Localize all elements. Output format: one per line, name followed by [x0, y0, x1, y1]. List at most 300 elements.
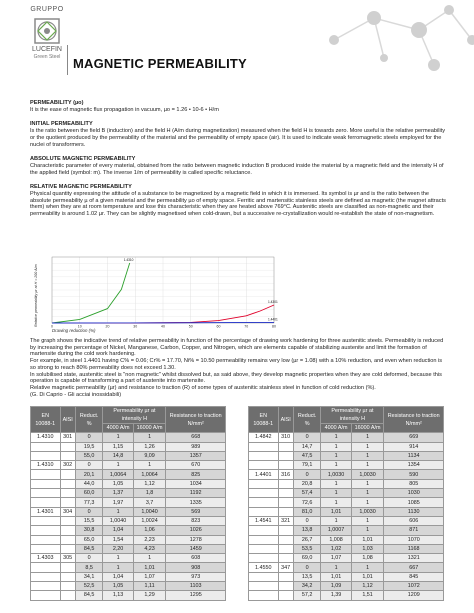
- table-cell: 57,2: [293, 591, 321, 600]
- table-row: [31, 535, 226, 544]
- table-row: [249, 498, 444, 507]
- section-text: It is the ease of magnetic flux propagation in vacuum, µo = 1.26 • 10-6 • H/m: [30, 106, 219, 113]
- table-row: [249, 461, 444, 470]
- table-row: [31, 563, 226, 572]
- table-cell: [278, 582, 293, 591]
- table-cell: 668: [166, 433, 226, 442]
- table-cell: 19,5: [75, 442, 103, 451]
- col-perm: Permeability µr at intensity H: [321, 407, 384, 424]
- table-cell: 1103: [166, 582, 226, 591]
- col-h2: 16000 A/m: [133, 424, 166, 433]
- table-cell: 1,02: [321, 544, 351, 553]
- table-cell: 1278: [166, 535, 226, 544]
- table-row: [249, 433, 444, 442]
- table-cell: 304: [60, 507, 75, 516]
- section-heading: INITIAL PERMEABILITY: [30, 121, 93, 128]
- table-cell: 1,0024: [133, 516, 166, 525]
- table-cell: 1: [351, 516, 384, 525]
- section-heading: PERMEABILITY (µo): [30, 100, 84, 106]
- table-cell: 1,8: [133, 489, 166, 498]
- table-cell: 77,3: [75, 498, 103, 507]
- table-cell: 1,0064: [103, 470, 133, 479]
- table-cell: [31, 442, 61, 451]
- table-cell: 321: [278, 516, 293, 525]
- logo-text-name: LUCEFIN: [32, 46, 62, 53]
- x-tick-label: 20: [105, 324, 110, 329]
- table-row: [31, 544, 226, 553]
- table-cell: [278, 544, 293, 553]
- table-cell: [60, 498, 75, 507]
- paragraph: Relative magnetic permeability (µr) and resistance to traction (R) of some types of austenitic stainless steel in function of cold reduction (%).: [30, 384, 376, 391]
- table-cell: 1,05: [103, 582, 133, 591]
- table-cell: 590: [384, 470, 444, 479]
- steel-table-left: [30, 406, 226, 601]
- table-cell: 305: [60, 554, 75, 563]
- table-cell: 1,07: [321, 554, 351, 563]
- col-h1: 4000 A/m: [321, 424, 351, 433]
- series-label: 1.4310: [123, 258, 134, 262]
- table-row: [31, 572, 226, 581]
- table-cell: 1.4401: [249, 470, 279, 479]
- table-cell: [31, 591, 61, 600]
- table-cell: [278, 572, 293, 581]
- table-cell: 65,0: [75, 535, 103, 544]
- table-cell: 34,2: [293, 582, 321, 591]
- table-cell: 1: [321, 433, 351, 442]
- table-cell: 1: [103, 563, 133, 572]
- col-h2: 16000 A/m: [351, 424, 384, 433]
- table-cell: [60, 442, 75, 451]
- table-cell: 0: [75, 433, 103, 442]
- table-cell: 1,09: [321, 582, 351, 591]
- table-cell: [278, 461, 293, 470]
- table-cell: 1,26: [133, 442, 166, 451]
- table-cell: 1: [351, 498, 384, 507]
- table-cell: 1: [103, 433, 133, 442]
- table-cell: 1,07: [133, 572, 166, 581]
- table-cell: 908: [166, 563, 226, 572]
- table-row: [31, 451, 226, 460]
- table-cell: 0: [75, 507, 103, 516]
- table-cell: [249, 489, 279, 498]
- table-cell: [278, 489, 293, 498]
- table-cell: 53,5: [293, 544, 321, 553]
- table-cell: 2,20: [103, 544, 133, 553]
- table-cell: 1,12: [351, 582, 384, 591]
- molecule-decoration: [314, 0, 474, 80]
- table-cell: 26,7: [293, 535, 321, 544]
- table-cell: 1030: [384, 489, 444, 498]
- table-cell: [60, 591, 75, 600]
- table-cell: [31, 489, 61, 498]
- table-cell: 0: [75, 461, 103, 470]
- section-heading: RELATIVE MAGNETIC PERMEABILITY: [30, 184, 132, 191]
- x-tick-label: 30: [133, 324, 138, 329]
- table-cell: 84,5: [75, 591, 103, 600]
- table-cell: [60, 563, 75, 572]
- table-cell: 0: [293, 470, 321, 479]
- table-row: [249, 563, 444, 572]
- table-cell: [31, 563, 61, 572]
- table-cell: 44,0: [75, 479, 103, 488]
- logo-text-group: GRUPPO: [30, 6, 64, 13]
- table-cell: 34,1: [75, 572, 103, 581]
- table-cell: 1,0040: [133, 507, 166, 516]
- table-row: [249, 572, 444, 581]
- table-cell: 1357: [166, 451, 226, 460]
- table-cell: [60, 582, 75, 591]
- table-cell: [60, 526, 75, 535]
- table-cell: 1070: [384, 535, 444, 544]
- section-heading: ABSOLUTE MAGNETIC PERMEABILITY: [30, 156, 136, 163]
- table-row: [31, 507, 226, 516]
- intro-sections: [30, 96, 448, 218]
- table-cell: 1026: [166, 526, 226, 535]
- table-cell: 1,01: [133, 563, 166, 572]
- table-cell: 1: [103, 554, 133, 563]
- table-cell: 1,03: [351, 544, 384, 553]
- table-cell: 14,7: [293, 442, 321, 451]
- table-cell: [60, 451, 75, 460]
- table-row: [249, 489, 444, 498]
- table-cell: 1130: [384, 507, 444, 516]
- table-cell: 1,06: [133, 526, 166, 535]
- table-cell: [249, 442, 279, 451]
- table-row: [31, 470, 226, 479]
- table-cell: [278, 554, 293, 563]
- table-cell: 1,97: [103, 498, 133, 507]
- table-cell: 805: [384, 479, 444, 488]
- table-cell: 20,1: [75, 470, 103, 479]
- table-cell: [278, 479, 293, 488]
- table-cell: 55,0: [75, 451, 103, 460]
- table-cell: 1192: [166, 489, 226, 498]
- table-cell: 1,13: [103, 591, 133, 600]
- table-cell: 1459: [166, 544, 226, 553]
- table-cell: 9,09: [133, 451, 166, 460]
- table-cell: [278, 498, 293, 507]
- table-cell: 316: [278, 470, 293, 479]
- table-cell: 1134: [384, 451, 444, 460]
- table-row: [31, 461, 226, 470]
- table-row: [249, 451, 444, 460]
- table-cell: 15,5: [75, 516, 103, 525]
- col-aisi: AISI: [278, 407, 293, 433]
- x-tick-label: 10: [77, 324, 82, 329]
- table-cell: 1,0064: [133, 470, 166, 479]
- table-cell: 69,0: [293, 554, 321, 563]
- table-cell: 1: [321, 563, 351, 572]
- table-cell: 0: [293, 433, 321, 442]
- table-cell: 669: [384, 433, 444, 442]
- x-tick-label: 40: [161, 324, 165, 329]
- table-cell: [249, 591, 279, 600]
- table-cell: [278, 526, 293, 535]
- table-cell: 1,54: [103, 535, 133, 544]
- table-cell: 1,39: [321, 591, 351, 600]
- table-cell: [278, 451, 293, 460]
- table-cell: 1: [321, 498, 351, 507]
- table-cell: 84,5: [75, 544, 103, 553]
- table-row: [31, 582, 226, 591]
- table-cell: 1,11: [133, 582, 166, 591]
- table-cell: 13,5: [293, 572, 321, 581]
- table-cell: 1,008: [321, 535, 351, 544]
- table-row: [249, 591, 444, 600]
- table-cell: 1,51: [351, 591, 384, 600]
- table-cell: 825: [166, 470, 226, 479]
- table-cell: 1,05: [103, 479, 133, 488]
- table-row: [31, 433, 226, 442]
- series-line-1.4401: [52, 322, 274, 323]
- table-cell: 1,0030: [351, 470, 384, 479]
- table-cell: [249, 572, 279, 581]
- table-row: [249, 479, 444, 488]
- table-cell: 670: [166, 461, 226, 470]
- table-cell: 1: [103, 461, 133, 470]
- table-cell: 0: [75, 554, 103, 563]
- table-row: [249, 554, 444, 563]
- table-row: [249, 526, 444, 535]
- table-cell: 1335: [166, 498, 226, 507]
- table-cell: 1,12: [133, 479, 166, 488]
- table-cell: 1354: [384, 461, 444, 470]
- paragraph: For example, in steel 1.4401 having C% = 0.06; Cr% = 17.70, Ni% = 10.50 permeability remains very low (µr = 1.08) with a 10% reduction, and even when reduction is so strong to reach 80% permeability does not exceed 1.30.: [30, 358, 443, 371]
- col-res: Resistance to traction N/mm²: [384, 407, 444, 433]
- table-row: [31, 516, 226, 525]
- table-cell: [31, 572, 61, 581]
- table-cell: [31, 451, 61, 460]
- table-row: [31, 479, 226, 488]
- x-tick-label: 50: [188, 324, 193, 329]
- table-cell: 1: [351, 479, 384, 488]
- table-cell: 1.4310: [31, 461, 61, 470]
- table-cell: [249, 554, 279, 563]
- x-tick-label: 80: [272, 324, 276, 329]
- table-cell: 2,23: [133, 535, 166, 544]
- col-reduct: Reduct. %: [75, 407, 103, 433]
- table-cell: 47,5: [293, 451, 321, 460]
- table-cell: [31, 498, 61, 507]
- col-res: Resistance to traction N/mm²: [166, 407, 226, 433]
- table-cell: 1,01: [351, 572, 384, 581]
- table-cell: [60, 470, 75, 479]
- table-cell: [60, 572, 75, 581]
- series-label: 1.4301: [268, 300, 278, 304]
- steel-table-right: [248, 406, 444, 601]
- table-cell: [31, 582, 61, 591]
- table-cell: 1,0040: [103, 516, 133, 525]
- table-cell: 1: [321, 461, 351, 470]
- table-cell: 1,15: [103, 442, 133, 451]
- table-cell: 13,8: [293, 526, 321, 535]
- table-cell: 1168: [384, 544, 444, 553]
- table-cell: 302: [60, 461, 75, 470]
- table-cell: [31, 470, 61, 479]
- table-cell: 1295: [166, 591, 226, 600]
- table-cell: 301: [60, 433, 75, 442]
- title-divider: [67, 45, 68, 75]
- x-tick-label: 60: [216, 324, 221, 329]
- table-row: [249, 535, 444, 544]
- table-cell: 1,01: [321, 507, 351, 516]
- chart-xlabel: Drawing reduction (%): [52, 328, 96, 333]
- table-cell: 1.4541: [249, 516, 279, 525]
- table-cell: 1072: [384, 582, 444, 591]
- table-cell: 1,04: [103, 572, 133, 581]
- table-cell: 1,0007: [321, 526, 351, 535]
- table-cell: 4,23: [133, 544, 166, 553]
- table-cell: [60, 489, 75, 498]
- table-cell: [249, 498, 279, 507]
- table-cell: 1: [321, 516, 351, 525]
- table-cell: [249, 479, 279, 488]
- table-cell: 8,5: [75, 563, 103, 572]
- table-cell: 1,01: [351, 535, 384, 544]
- table-cell: [31, 479, 61, 488]
- table-cell: 1: [351, 442, 384, 451]
- table-cell: [60, 516, 75, 525]
- table-cell: 1,0030: [321, 470, 351, 479]
- table-cell: 871: [384, 526, 444, 535]
- table-cell: 30,8: [75, 526, 103, 535]
- col-perm: Permeability µr at intensity H: [103, 407, 166, 424]
- table-cell: 1,04: [103, 526, 133, 535]
- table-cell: 1.4301: [31, 507, 61, 516]
- paragraph: (G. Di Caprio - Gli acciai inossidabili): [30, 391, 122, 398]
- paragraph: The graph shows the indicative trend of relative permeability in function of the percentage of drawing work hardening for three austenitic steels. Permeability is reduced by increasing the percentage of Nickel, Manganese, Carbon, Copper, and Nitrogen, which are elements capable of stabilizing austenite and limit the formation of martensite during the cold work hardening.: [30, 338, 444, 358]
- table-cell: 1: [321, 479, 351, 488]
- x-tick-label: 0: [51, 324, 53, 329]
- series-label: 1.4401: [268, 317, 278, 322]
- table-cell: 0: [293, 516, 321, 525]
- table-cell: 606: [384, 516, 444, 525]
- table-cell: [249, 582, 279, 591]
- table-row: [31, 554, 226, 563]
- table-cell: 1,37: [103, 489, 133, 498]
- table-cell: 1: [321, 489, 351, 498]
- section-text: Physical quantity expressing the attitude of a substance to be magnetized by a magnetic field in which it is immersed. Its symbol is µr and is the ratio between the absolute permeability µ of a given material and the permeability µo of empty space. Ferritic and martensitic stainless steels are defined as magnetic (the magnet attracts them) when they are at room temperature and lose this characteristic when they are heated above 769°C. Austenitic steels are classified as non-magnetic and their permeability is around 1.02 µr. They can be slightly magnetised when cold-drawn, but a successive re-crystallization would re-establish the state of non-magnetism.: [30, 191, 446, 218]
- series-line-1.4310: [52, 263, 130, 323]
- table-row: [31, 526, 226, 535]
- table-cell: 1,08: [351, 554, 384, 563]
- paragraph: In solubilised state, austenitic steel is "non magnetic" whilst dissolved but, as said above, they develop magnetic properties when they are cold deformed, because this operation is capable of transforming a part of austenite into martensite.: [30, 371, 442, 385]
- table-cell: 310: [278, 433, 293, 442]
- table-row: [31, 498, 226, 507]
- company-logo: [30, 6, 64, 60]
- table-row: [31, 591, 226, 600]
- col-en: EN 10088-1: [31, 407, 61, 433]
- explanation-text: [30, 338, 448, 398]
- chart-ylabel: Relative permeability µr at H = 200 A/m: [34, 264, 38, 327]
- table-row: [249, 442, 444, 451]
- table-cell: 667: [384, 563, 444, 572]
- table-cell: 79,1: [293, 461, 321, 470]
- logo-mark-icon: [32, 16, 62, 46]
- col-h1: 4000 A/m: [103, 424, 133, 433]
- table-row: [249, 507, 444, 516]
- table-cell: 72,6: [293, 498, 321, 507]
- table-cell: [31, 526, 61, 535]
- table-cell: [278, 442, 293, 451]
- table-cell: 1: [321, 442, 351, 451]
- table-cell: [60, 544, 75, 553]
- table-cell: 823: [166, 516, 226, 525]
- table-row: [249, 470, 444, 479]
- table-cell: 1209: [384, 591, 444, 600]
- table-cell: 1: [103, 507, 133, 516]
- table-cell: 1.4842: [249, 433, 279, 442]
- table-cell: [249, 526, 279, 535]
- table-cell: [249, 535, 279, 544]
- logo-text-tagline: Green Steel: [33, 54, 61, 60]
- table-cell: [31, 535, 61, 544]
- table-cell: [60, 479, 75, 488]
- table-row: [31, 442, 226, 451]
- table-cell: 1085: [384, 498, 444, 507]
- table-cell: 569: [166, 507, 226, 516]
- section-text: Is the ratio between the field B (induction) and the field H (A/m during magnetization) measured when the field H is towards zero. More useful is the relative permeability or the quotient produced by the permeability of the material and the permeability of empty space (air). It is used to indicate weak ferromagnetic steels employed for the nuclei of transformers.: [30, 128, 446, 148]
- table-cell: 914: [384, 442, 444, 451]
- x-tick-label: 70: [244, 324, 249, 329]
- table-cell: 973: [166, 572, 226, 581]
- table-cell: [249, 507, 279, 516]
- section-text: Characteristic parameter of every material, obtained from the ratio between magnetic induction B produced inside the material by a magnetic field and the intensity H of the applied field (symbol: m). The inverse 1/m of permeability is called specific reluctance.: [30, 162, 444, 176]
- table-cell: 347: [278, 563, 293, 572]
- table-cell: [249, 451, 279, 460]
- table-cell: 1,0030: [351, 507, 384, 516]
- page-title: MAGNETIC PERMEABILITY: [73, 56, 247, 71]
- table-row: [249, 544, 444, 553]
- table-cell: [31, 516, 61, 525]
- table-cell: 14,8: [103, 451, 133, 460]
- table-cell: [278, 507, 293, 516]
- table-cell: 20,8: [293, 479, 321, 488]
- table-cell: [278, 535, 293, 544]
- table-cell: 1: [133, 461, 166, 470]
- table-cell: 81,0: [293, 507, 321, 516]
- table-cell: 0: [293, 563, 321, 572]
- col-reduct: Reduct. %: [293, 407, 321, 433]
- table-row: [249, 516, 444, 525]
- table-cell: 1: [133, 554, 166, 563]
- table-cell: 1,29: [133, 591, 166, 600]
- table-row: [31, 489, 226, 498]
- table-cell: 1.4310: [31, 433, 61, 442]
- table-cell: 1.4550: [249, 563, 279, 572]
- table-cell: [278, 591, 293, 600]
- table-cell: 1: [351, 461, 384, 470]
- table-cell: 1: [351, 526, 384, 535]
- table-cell: 3,7: [133, 498, 166, 507]
- table-cell: 989: [166, 442, 226, 451]
- table-cell: [249, 461, 279, 470]
- table-cell: 52,5: [75, 582, 103, 591]
- table-cell: 1: [351, 563, 384, 572]
- table-cell: 1: [351, 451, 384, 460]
- table-cell: 1: [351, 489, 384, 498]
- col-en: EN 10088-1: [249, 407, 279, 433]
- table-row: [249, 582, 444, 591]
- col-aisi: AISI: [60, 407, 75, 433]
- table-cell: [31, 544, 61, 553]
- table-cell: 608: [166, 554, 226, 563]
- table-cell: 57,4: [293, 489, 321, 498]
- table-cell: 1034: [166, 479, 226, 488]
- table-cell: [60, 535, 75, 544]
- table-cell: 1: [133, 433, 166, 442]
- table-cell: 1,01: [321, 572, 351, 581]
